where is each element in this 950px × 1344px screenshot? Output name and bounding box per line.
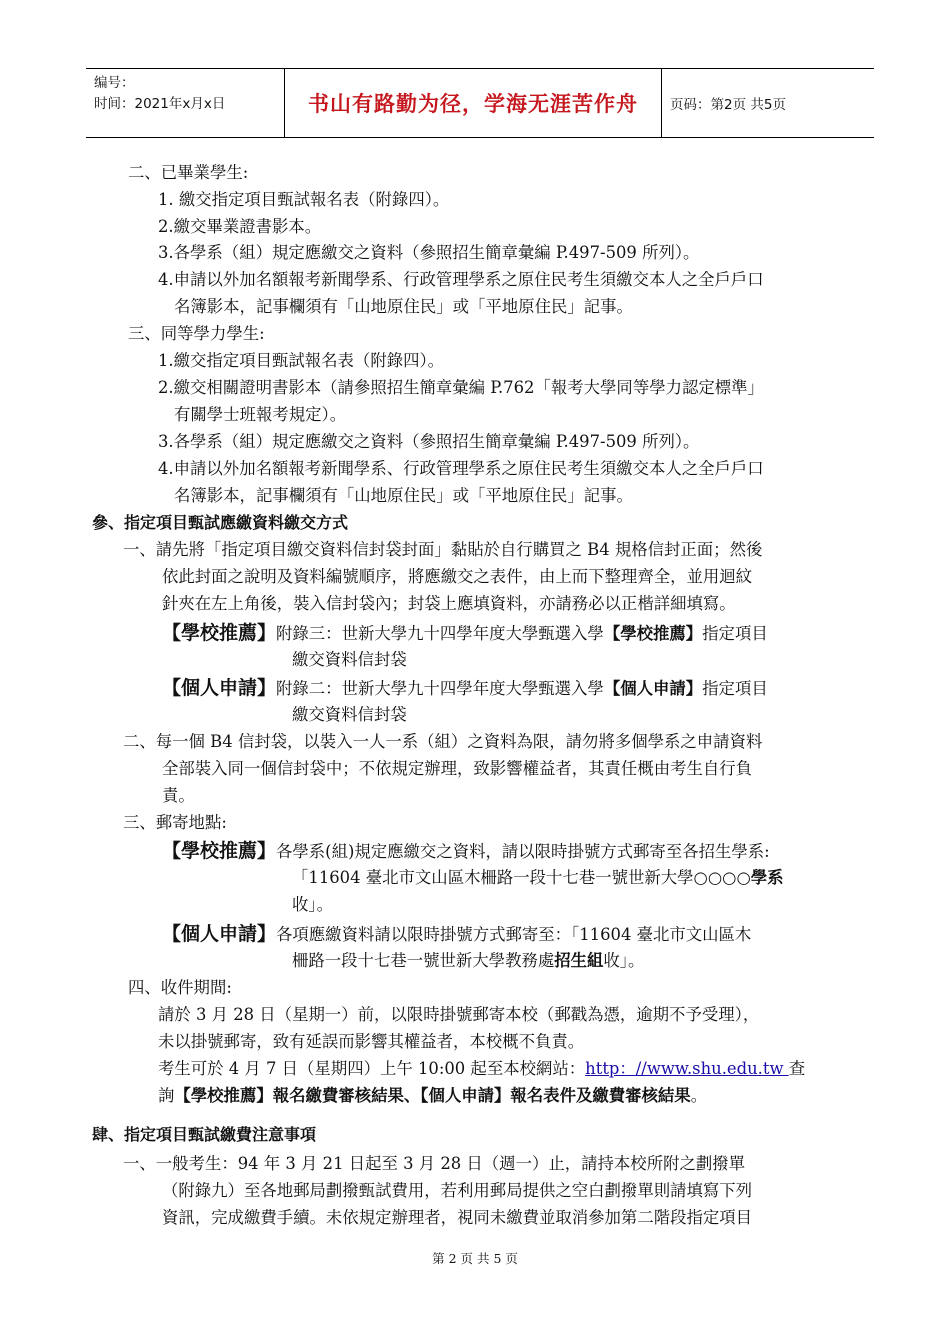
query-bold: 【學校推薦】報名繳費審核結果、【個人申請】報名表件及繳費審核結果 bbox=[174, 1086, 691, 1105]
appendix-text: 指定項目 bbox=[702, 679, 768, 698]
header-page-info bbox=[662, 69, 874, 137]
text-line: 收」。 bbox=[292, 895, 333, 914]
text-line: 二、每一個 B4 信封袋，以裝入一人一系（組）之資料為限，請勿將多個學系之申請資料 bbox=[123, 732, 763, 751]
inline-tag: 【學校推薦】 bbox=[603, 624, 703, 643]
text-line: 未以掛號郵寄，致有延誤而影響其權益者，本校概不負責。 bbox=[158, 1032, 585, 1051]
text-line: 有關學士班報考規定）。 bbox=[174, 405, 347, 424]
text-line: 二、已畢業學生: bbox=[128, 163, 249, 182]
address-bold: 學系 bbox=[750, 868, 784, 887]
tag-school-recommend: 【學校推薦】 bbox=[162, 622, 277, 644]
inline-tag: 【個人申請】 bbox=[603, 679, 703, 698]
text-line: 4.申請以外加名額報考新聞學系、行政管理學系之原住民考生須繳交本人之全戶戶口 bbox=[158, 459, 764, 478]
text-line: 一、請先將「指定項目繳交資料信封袋封面」黏貼於自行購買之 B4 規格信封正面；然後 bbox=[123, 540, 763, 559]
text-line: 全部裝入同一個信封袋中；不依規定辦理，致影響權益者，其責任概由考生自行負 bbox=[162, 759, 753, 778]
text-line: 名簿影本，記事欄須有「山地原住民」或「平地原住民」記事。 bbox=[174, 486, 633, 505]
text-line: 資訊，完成繳費手續。未依規定辦理者，視同未繳費並取消參加第二階段指定項目 bbox=[162, 1208, 753, 1227]
appendix-text: 附錄二：世新大學九十四學年度大學甄選入學 bbox=[276, 679, 604, 698]
header-meta bbox=[86, 69, 284, 137]
text-line: 1.繳交指定項目甄試報名表（附錄四）。 bbox=[158, 351, 445, 370]
text-line: 繳交資料信封袋 bbox=[292, 650, 407, 669]
appendix-text: 指定項目 bbox=[702, 624, 768, 643]
text-line bbox=[292, 950, 644, 972]
personal-apply-row bbox=[162, 677, 768, 700]
motto: 书山有路勤为径，学海无涯苦作舟 bbox=[308, 92, 638, 116]
section-heading: 參、指定項目甄試應繳資料繳交方式 bbox=[92, 513, 349, 532]
text-line: 依此封面之說明及資料編號順序，將應繳交之表件，由上而下整理齊全，並用迴紋 bbox=[162, 567, 753, 586]
text-line: 四、收件期間: bbox=[128, 978, 232, 997]
number-label: 编号： bbox=[94, 75, 135, 91]
appendix-text: 附錄三：世新大學九十四學年度大學甄選入學 bbox=[276, 624, 604, 643]
text-line: 繳交資料信封袋 bbox=[292, 705, 407, 724]
address-text: 「11604 臺北市文山區木柵路一段十七巷一號世新大學○○○○ bbox=[292, 868, 751, 887]
website-text: 考生可於 4 月 7 日（星期四）上午 10:00 起至本校網站： bbox=[158, 1059, 586, 1078]
page-header bbox=[86, 68, 874, 138]
text-line: 三、郵寄地點: bbox=[123, 813, 227, 832]
query-text: 。 bbox=[690, 1086, 708, 1105]
text-line: 3.各學系（組）規定應繳交之資料（參照招生簡章彙編 P.497-509 所列）。 bbox=[158, 432, 700, 451]
query-text: 詢 bbox=[158, 1086, 175, 1105]
header-motto-cell bbox=[284, 69, 662, 137]
text-line: 名簿影本，記事欄須有「山地原住民」或「平地原住民」記事。 bbox=[174, 297, 633, 316]
school-recommend-row bbox=[162, 622, 768, 645]
tag-school-recommend: 【學校推薦】 bbox=[162, 840, 277, 862]
text-line: 三、同等學力學生: bbox=[128, 324, 265, 343]
address-text: 柵路一段十七巷一號世新大學教務處 bbox=[292, 951, 555, 970]
address-bold: 招生組 bbox=[554, 951, 604, 970]
tag-personal-apply: 【個人申請】 bbox=[162, 923, 277, 945]
text-line bbox=[292, 867, 784, 889]
mail-text: 各項應繳資料請以限時掛號方式郵寄至：「11604 臺北市文山區木 bbox=[276, 925, 752, 944]
text-line: 4.申請以外加名額報考新聞學系、行政管理學系之原住民考生須繳交本人之全戶戶口 bbox=[158, 270, 764, 289]
address-text: 收」。 bbox=[603, 951, 645, 970]
text-line bbox=[158, 1058, 805, 1080]
text-line: 責。 bbox=[162, 786, 195, 805]
text-line: 2.繳交相關證明書影本（請參照招生簡章彙編 P.762「報考大學同等學力認定標準」 bbox=[158, 378, 764, 397]
text-line: 一、一般考生：94 年 3 月 21 日起至 3 月 28 日（週一）止，請持本校所附之劃撥單 bbox=[123, 1154, 746, 1173]
website-link[interactable]: http：//www.shu.edu.tw bbox=[585, 1059, 789, 1078]
text-line: 3.各學系（組）規定應繳交之資料（參照招生簡章彙編 P.497-509 所列）。 bbox=[158, 243, 700, 262]
page-footer: 第 2 页 共 5 页 bbox=[432, 1251, 518, 1266]
personal-mail-row bbox=[162, 923, 751, 946]
text-line: 針夾在左上角後，裝入信封袋內；封袋上應填資料，亦請務必以正楷詳細填寫。 bbox=[162, 594, 736, 613]
time-label: 时间：2021年x月x日 bbox=[94, 96, 226, 112]
text-line: 1. 繳交指定項目甄試報名表（附錄四）。 bbox=[158, 190, 450, 209]
text-line bbox=[158, 1085, 707, 1107]
website-text: 查 bbox=[788, 1059, 806, 1078]
text-line: 2.繳交畢業證書影本。 bbox=[158, 217, 322, 236]
school-mail-row bbox=[162, 840, 770, 863]
text-line: 請於 3 月 28 日（星期一）前，以限時掛號郵寄本校（郵戳為憑，逾期不予受理）， bbox=[158, 1005, 760, 1024]
text-line: （附錄九）至各地郵局劃撥甄試費用，若利用郵局提供之空白劃撥單則請填寫下列 bbox=[162, 1181, 753, 1200]
tag-personal-apply: 【個人申請】 bbox=[162, 677, 277, 699]
page-info: 页码：第2页 共5页 bbox=[670, 97, 786, 113]
mail-text: 各學系(組)規定應繳交之資料，請以限時掛號方式郵寄至各招生學系: bbox=[276, 842, 770, 861]
section-heading: 肆、指定項目甄試繳費注意事項 bbox=[92, 1125, 317, 1144]
